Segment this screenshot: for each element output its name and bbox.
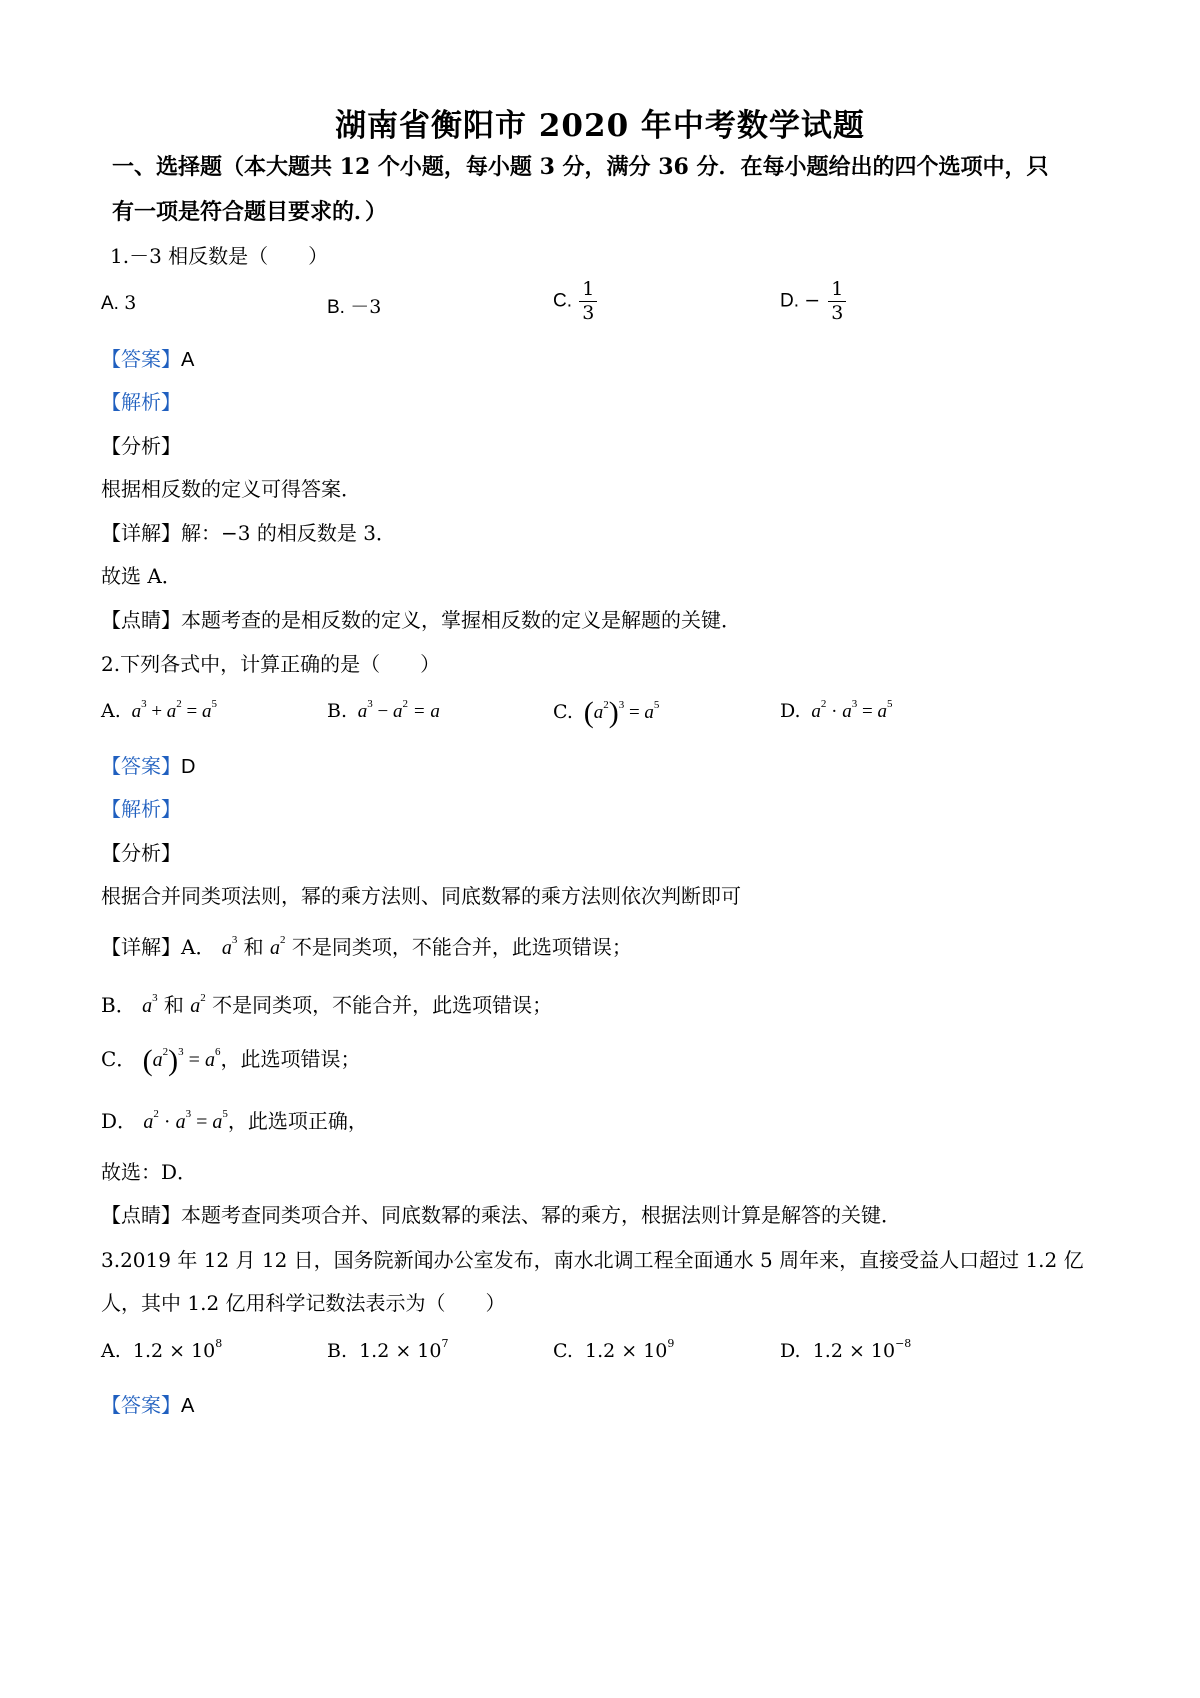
fraction-denominator: 3 — [831, 302, 844, 324]
option-value: 3 — [124, 292, 137, 314]
q1-option-b — [327, 292, 381, 319]
page-title: 湖南省衡阳市 2020 年中考数学试题 — [335, 108, 865, 144]
question-3-stem-line1: 3.2019 年 12 月 12 日，国务院新闻办公室发布，南水北调工程全面通水 5 周年来，直接受益人口超过 1.2 亿 — [101, 1248, 1084, 1272]
q2-detail-a: 【详解】A． $a^3$ 和 $a^2$ 不是同类项，不能合并，此选项错误； — [101, 934, 632, 959]
sci-exponent: 9 — [667, 1336, 675, 1350]
sci-base: 1.2 × 10 — [132, 1340, 216, 1362]
question-3-stem-line2: 人，其中 1.2 亿用科学记数法表示为（ ） — [101, 1291, 506, 1315]
question-2-stem: 2.下列各式中，计算正确的是（ ） — [101, 652, 441, 676]
q1-detail — [101, 517, 396, 546]
q3-answer — [101, 1389, 194, 1418]
option-label: A. — [101, 293, 125, 314]
option-label: D. — [780, 700, 807, 722]
sci-base: 1.2 × 10 — [812, 1340, 896, 1362]
q2-analysis-tag: 【分析】 — [101, 841, 181, 865]
sci-exponent: 7 — [441, 1336, 449, 1350]
sci-exponent: 8 — [215, 1336, 223, 1350]
answer-tag: 【答案】 — [101, 754, 181, 778]
option-value: －3 — [350, 296, 382, 318]
formula: $a^3$ — [221, 934, 238, 959]
option-label: A. — [101, 1340, 127, 1362]
option-label: B. — [327, 1340, 354, 1362]
option-label: C. — [553, 1340, 579, 1362]
formula: $a^3$ — [142, 992, 158, 1017]
q1-choose: 故选 A． — [101, 564, 182, 588]
detail-text: 解：−3 的相反数是 3． — [181, 521, 396, 545]
option-label: C. — [553, 701, 579, 723]
q2-comment — [101, 1199, 901, 1228]
answer-value: A — [181, 349, 195, 371]
formula: $a^3 + a^2 = a^5$ — [126, 697, 217, 722]
formula: $a^2$ — [190, 992, 206, 1017]
answer-tag: 【答案】 — [101, 347, 181, 371]
comment-text: 本题考查同类项合并、同底数幂的乘法、幂的乘方，根据法则计算是解答的关键． — [181, 1203, 901, 1227]
q1-analysis-tag: 【分析】 — [101, 434, 181, 458]
sci-base: 1.2 × 10 — [359, 1340, 442, 1362]
answer-value: A — [181, 1395, 195, 1417]
option-label: D. — [780, 290, 805, 312]
q2-detail-d: D． $a^2 \cdot a^3 = a^5$，此选项正确， — [101, 1108, 368, 1133]
q3-option-a — [101, 1336, 223, 1362]
comment-tag: 【点睛】 — [101, 608, 181, 632]
q2-detail-b: B． $a^3$ 和 $a^2$ 不是同类项，不能合并，此选项错误； — [101, 992, 553, 1017]
q2-choose: 故选：D． — [101, 1160, 198, 1184]
option-label: B. — [327, 297, 351, 318]
option-label: B. — [327, 700, 354, 722]
formula: $(a^2)^3 = a^5$ — [583, 696, 660, 729]
comment-text: 本题考查的是相反数的定义，掌握相反数的定义是解题的关键． — [181, 608, 741, 632]
formula: $(a^2)^3 = a^6$ — [142, 1044, 221, 1077]
q2-option-c — [553, 696, 659, 730]
question-1-stem: 1.－3 相反数是（ ） — [110, 244, 329, 268]
minus-sign: − — [804, 289, 821, 312]
q2-parse-tag: 【解析】 — [101, 797, 181, 821]
option-label: A. — [101, 700, 127, 722]
q1-answer — [101, 343, 194, 372]
answer-tag: 【答案】 — [101, 1393, 181, 1417]
fraction — [579, 278, 597, 325]
q2-option-b — [327, 697, 440, 723]
detail-tag: 【详解】 — [101, 521, 181, 545]
detail-tag: 【详解】 — [101, 935, 181, 959]
q1-comment — [101, 604, 741, 633]
formula: $a^2 \cdot a^3 = a^5$ — [143, 1108, 228, 1133]
comment-tag: 【点睛】 — [101, 1203, 181, 1227]
formula: $a^2 \cdot a^3 = a^5$ — [806, 697, 893, 722]
q2-option-d — [780, 697, 893, 723]
q1-option-c — [553, 278, 599, 325]
q3-option-d — [780, 1336, 912, 1362]
option-label: D. — [780, 1340, 807, 1362]
fraction-denominator: 3 — [582, 302, 595, 324]
q1-option-a — [101, 292, 136, 315]
section-heading-line2: 有一项是符合题目要求的．） — [112, 199, 388, 225]
sci-base: 1.2 × 10 — [585, 1340, 668, 1362]
q3-option-c — [553, 1336, 675, 1362]
fraction — [828, 278, 846, 325]
q1-analysis-text: 根据相反数的定义可得答案． — [101, 477, 361, 501]
formula: $a^2$ — [270, 934, 286, 959]
section-heading-line1: 一、选择题（本大题共 12 个小题，每小题 3 分，满分 36 分．在每小题给出的四个选项中，只 — [112, 154, 1049, 180]
fraction-numerator: 1 — [828, 278, 846, 302]
q1-parse-tag: 【解析】 — [101, 390, 181, 414]
q2-option-a — [101, 697, 217, 723]
q2-answer — [101, 750, 195, 779]
q2-detail-c: C． $(a^2)^3 = a^6$，此选项错误； — [101, 1044, 361, 1077]
option-label: C. — [553, 290, 578, 312]
q3-option-b — [327, 1336, 449, 1362]
formula: $a^3 - a^2 = a$ — [353, 697, 440, 722]
answer-value: D — [181, 756, 196, 778]
sci-exponent: −8 — [895, 1336, 912, 1350]
q1-option-d — [780, 278, 848, 325]
fraction-numerator: 1 — [579, 278, 597, 302]
q2-analysis-text: 根据合并同类项法则，幂的乘方法则、同底数幂的乘方法则依次判断即可 — [101, 884, 741, 908]
